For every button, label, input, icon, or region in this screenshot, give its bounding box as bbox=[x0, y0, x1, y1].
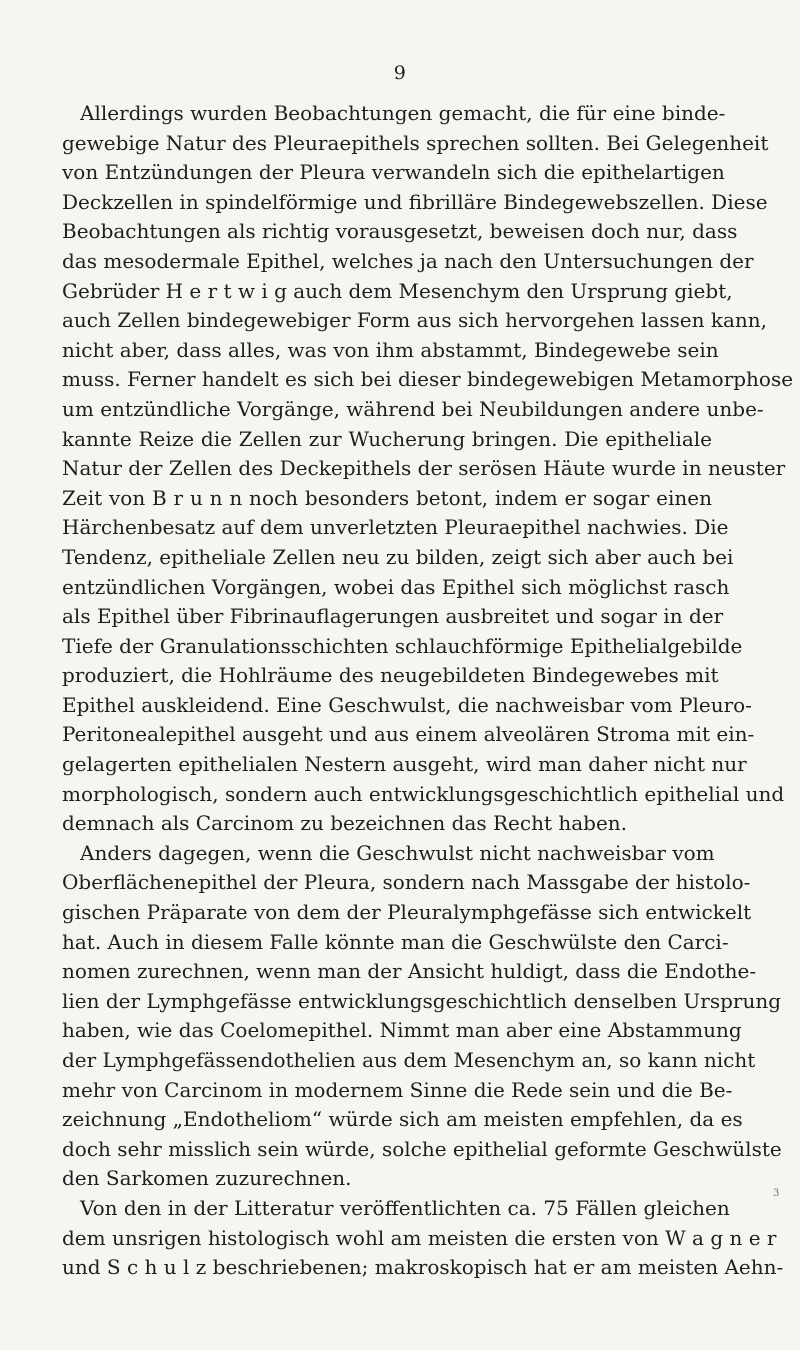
text-line: lien der Lymphgefässe entwicklungsgeschichtlich denselben Ursprung bbox=[62, 988, 782, 1013]
text-line: doch sehr misslich sein würde, solche epithelial geformte Geschwülste bbox=[62, 1136, 782, 1161]
text-line: und S c h u l z beschriebenen; makroskopisch hat er am meisten Aehn- bbox=[62, 1255, 784, 1280]
text-line: Zeit von B r u n n noch besonders betont, indem er sogar einen bbox=[62, 485, 712, 510]
text-line: auch Zellen bindegewebiger Form aus sich hervorgehen lassen kann, bbox=[62, 308, 767, 333]
text-line: Oberflächenepithel der Pleura, sondern nach Massgabe der histolo- bbox=[62, 870, 751, 895]
text-line: der Lymphgefässendothelien aus dem Mesenchym an, so kann nicht bbox=[62, 1048, 756, 1072]
text-line: Epithel auskleidend. Eine Geschwulst, die nachweisbar vom Pleuro- bbox=[62, 692, 752, 717]
text-line: um entzündliche Vorgänge, während bei Neubildungen andere unbe- bbox=[62, 396, 764, 421]
body-text bbox=[62, 99, 794, 1283]
text-line: Tiefe der Granulationsschichten schlauchförmige Epithelialgebilde bbox=[62, 633, 743, 658]
text-line: nomen zurechnen, wenn man der Ansicht huldigt, dass die Endothe- bbox=[62, 959, 757, 984]
text-line: produziert, die Hohlräume des neugebildeten Bindegewebes mit bbox=[62, 663, 719, 688]
text-line: Natur der Zellen des Deckepithels der serösen Häute wurde in neuster bbox=[62, 456, 786, 481]
text-line: den Sarkomen zuzurechnen. bbox=[62, 1166, 352, 1191]
text-line: Tendenz, epitheliale Zellen neu zu bilden, zeigt sich aber auch bei bbox=[62, 544, 734, 569]
text-line: gelagerten epithelialen Nestern ausgeht, wird man daher nicht nur bbox=[62, 752, 747, 777]
text-line: Allerdings wurden Beobachtungen gemacht, die für eine binde- bbox=[80, 101, 726, 125]
margin-mark: 3 bbox=[773, 1188, 780, 1199]
page-number: 9 bbox=[393, 62, 407, 84]
text-line: Beobachtungen als richtig vorausgesetzt, beweisen doch nur, dass bbox=[62, 219, 738, 244]
text-line: morphologisch, sondern auch entwicklungsgeschichtlich epithelial und bbox=[62, 781, 785, 806]
text-line: zeichnung „Endotheliom“ würde sich am meisten empfehlen, da es bbox=[62, 1107, 743, 1132]
text-line: Härchenbesatz auf dem unverletzten Pleuraepithel nachwies. Die bbox=[62, 515, 729, 540]
text-line: hat. Auch in diesem Falle könnte man die Geschwülste den Carci- bbox=[62, 929, 729, 954]
text-line: Anders dagegen, wenn die Geschwulst nicht nachweisbar vom bbox=[80, 840, 715, 865]
text-line: demnach als Carcinom zu bezeichnen das Recht haben. bbox=[62, 811, 628, 836]
text-line: als Epithel über Fibrinauflagerungen ausbreitet und sogar in der bbox=[62, 604, 724, 629]
text-line: gewebige Natur des Pleuraepithels sprechen sollten. Bei Gelegenheit bbox=[62, 130, 769, 155]
text-line: kannte Reize die Zellen zur Wucherung bringen. Die epitheliale bbox=[62, 426, 712, 451]
text-line: Von den in der Litteratur veröffentlichten ca. 75 Fällen gleichen bbox=[80, 1195, 730, 1220]
text-line: Deckzellen in spindelförmige und fibrilläre Bindegewebszellen. Diese bbox=[62, 189, 768, 214]
text-line: Peritonealepithel ausgeht und aus einem alveolären Stroma mit ein- bbox=[62, 722, 755, 747]
text-line: Gebrüder H e r t w i g auch dem Mesenchym den Ursprung giebt, bbox=[62, 278, 733, 303]
text-line: mehr von Carcinom in modernem Sinne die Rede sein und die Be- bbox=[62, 1077, 733, 1102]
text-line: nicht aber, dass alles, was von ihm abstammt, Bindegewebe sein bbox=[62, 337, 719, 362]
text-line: muss. Ferner handelt es sich bei dieser bindegewebigen Metamorphose bbox=[62, 367, 794, 392]
text-line: von Entzündungen der Pleura verwandeln sich die epithelartigen bbox=[62, 160, 725, 185]
text-line: gischen Präparate von dem der Pleuralymphgefässe sich entwickelt bbox=[62, 900, 752, 925]
text-line: haben, wie das Coelomepithel. Nimmt man aber eine Abstammung bbox=[62, 1018, 742, 1043]
text-line: entzündlichen Vorgängen, wobei das Epithel sich möglichst rasch bbox=[62, 574, 730, 599]
text-line: das mesodermale Epithel, welches ja nach den Untersuchungen der bbox=[62, 248, 754, 273]
text-line: dem unsrigen histologisch wohl am meisten die ersten von W a g n e r bbox=[62, 1225, 777, 1250]
